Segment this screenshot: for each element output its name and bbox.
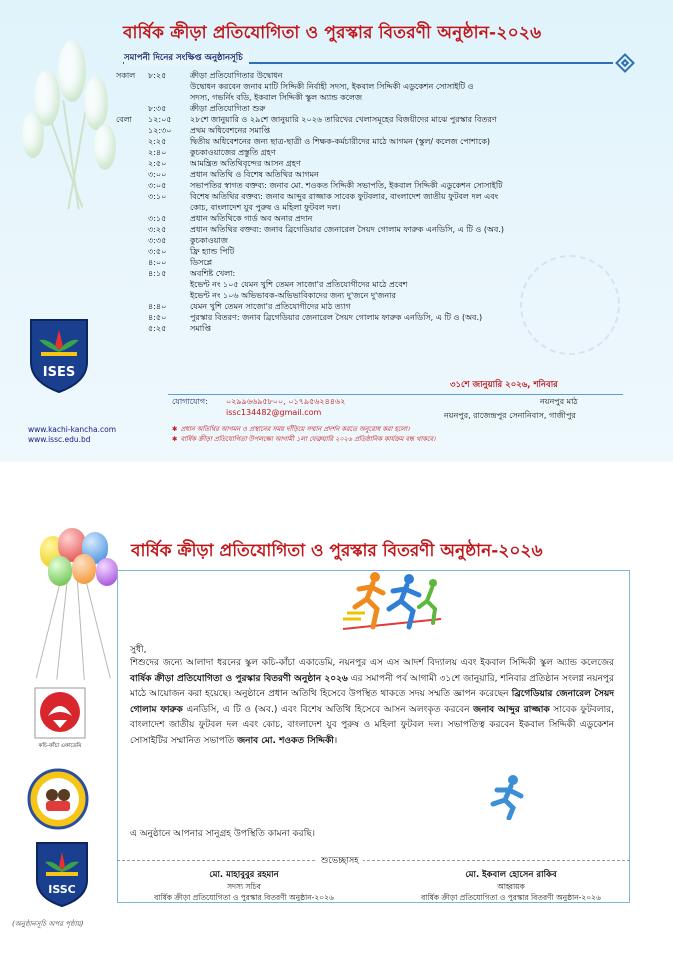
schedule-line: বিশেষ অতিথির বক্তব্য: জনাব আব্দুর রাজ্জাক সাবেক ফুটবলার, বাংলাদেশ জাতীয় ফুটবল দল এবং bbox=[190, 192, 499, 201]
event-date: ৩১শে জানুয়ারি ২০২৬, শনিবার bbox=[450, 380, 558, 390]
schedule-description bbox=[190, 257, 636, 268]
schedule-row bbox=[116, 191, 636, 213]
schedule-description bbox=[190, 103, 636, 114]
invitation-title: বার্ষিক ক্রীড়া প্রতিযোগিতা ও পুরস্কার বিতরণী অনুষ্ঠান-২০২৬ bbox=[131, 541, 543, 561]
schedule-line: সভাপতির স্বাগত বক্তব্য: জনাব মো. শওকত সিদ্দিকী সভাপতি, ইকবাল সিদ্দিকী এডুকেশন সোসাইটি bbox=[190, 181, 503, 190]
schedule-description bbox=[190, 169, 636, 180]
special-guest-name: জনাব আব্দুর রাজ্জাক bbox=[473, 704, 550, 715]
invitation-card bbox=[0, 492, 673, 974]
issc-logo-text: ISSC bbox=[48, 883, 76, 896]
venue-address: নয়নপুর, রাজেন্দ্রপুর সেনানিবাস, গাজীপুর bbox=[444, 411, 576, 420]
schedule-line: যেমন খুশি তেমন সাজো'র প্রতিযোগীদের মাঠ ত্যাগ bbox=[190, 302, 351, 311]
salutation: সুধী, bbox=[130, 645, 147, 655]
schedule-time: ৮:৩৫ bbox=[148, 104, 167, 113]
schedule-row bbox=[116, 235, 636, 246]
schedule-description bbox=[190, 323, 636, 334]
balloon-icon bbox=[48, 556, 72, 586]
schedule-time: ৩:২৫ bbox=[148, 225, 167, 234]
schedule-line: প্রধান অতিথিকে গার্ড অব অনার প্রদান bbox=[190, 214, 313, 223]
kachi-kancha-logo-icon bbox=[33, 686, 87, 750]
schedule-time: ১২:৩০ bbox=[148, 126, 172, 135]
schedule-line: ২৮শে জানুয়ারি ও ২৯শে জানুয়ারি ২০২৬ তারিখের খেলাসমূহের বিজয়ীদের মাঝে পুরস্কার বিতরণ bbox=[190, 115, 497, 124]
schedule-line: উদ্বোধন করবেন জনাব মাটি সিদ্দিকী নির্বাহী সদস্য, ইকবাল সিদ্দিকী এডুকেশন সোসাইটি ও bbox=[190, 82, 474, 91]
signature-left bbox=[134, 870, 354, 903]
schedule-row bbox=[116, 136, 636, 147]
leaf-balloons-decoration bbox=[18, 40, 128, 210]
president-name: জনাব মো. শওকত সিদ্দিকী bbox=[237, 735, 334, 746]
website-link-kachi-kancha[interactable]: www.kachi-kancha.com bbox=[28, 425, 117, 434]
chief-guest-name: ব্রিগেডিয়ার জেনারেল সৈয়দ গোলাম ফারুক bbox=[130, 689, 614, 715]
contact-email[interactable]: issc134482@gmail.com bbox=[226, 408, 322, 417]
schedule-period bbox=[116, 224, 148, 235]
schedule-row bbox=[116, 257, 636, 268]
schedule-description bbox=[190, 70, 636, 103]
contact-rule bbox=[168, 394, 623, 395]
notes bbox=[172, 424, 435, 444]
balloon-icon bbox=[72, 554, 96, 584]
schedule-period bbox=[116, 301, 148, 312]
schedule-row bbox=[116, 147, 636, 158]
schedule-time: ৮:২৫ bbox=[148, 71, 167, 80]
schedule-row bbox=[116, 158, 636, 169]
schedule-row bbox=[116, 180, 636, 191]
note-item: ✱ প্রধান অতিথির আগমন ও প্রস্থানের সময় দাঁড়িয়ে সম্মান প্রদর্শন করতে অনুরোধ করা হলো। bbox=[172, 425, 410, 433]
schedule-row bbox=[116, 70, 636, 103]
signature-right bbox=[398, 870, 624, 903]
schedule-line: দ্বিতীয় অধিবেশনের জন্য ছাত্র-ছাত্রী ও শিক্ষক-কর্মচারীদের মাঠে আগমন (স্কুল/ কলেজ পোশাকে) bbox=[190, 137, 491, 146]
contact-phone[interactable]: ০২৯৯৬৬৯৫৮০০, ০১৭৯৫৬২৪৪৬২ bbox=[226, 397, 346, 406]
schedule-row bbox=[116, 103, 636, 114]
runners-graphic-icon bbox=[337, 569, 447, 633]
schedule-description bbox=[190, 213, 636, 224]
schedule-time: ৩:৫০ bbox=[148, 247, 167, 256]
schedule-line: সদস্য, গভর্নিং বডি, ইকবাল সিদ্দিকী স্কুল অ্যান্ড কলেজ bbox=[190, 93, 363, 102]
schedule-period bbox=[116, 246, 148, 257]
schedule-row bbox=[116, 169, 636, 180]
schedule-period bbox=[116, 169, 148, 180]
signatory-event: বার্ষিক ক্রীড়া প্রতিযোগিতা ও পুরস্কার বিতরণী অনুষ্ঠান-২০২৬ bbox=[421, 893, 601, 902]
schedule-description bbox=[190, 147, 636, 158]
schedule-description bbox=[190, 268, 636, 301]
contact-label: যোগাযোগ: bbox=[172, 397, 208, 406]
schedule-time: ৩:০৫ bbox=[148, 181, 167, 190]
schedule-line: কোচ, বাংলাদেশ যুব পুরুষ ও মহিলা ফুটবল দল। bbox=[190, 203, 341, 212]
closing-line: এ অনুষ্ঠানে আপনার সানুগ্রহ উপস্থিতি কামনা করছি। bbox=[130, 829, 315, 839]
schedule-description bbox=[190, 114, 636, 125]
schedule-period bbox=[116, 312, 148, 323]
schedule-description bbox=[190, 235, 636, 246]
star-bullet-icon: ✱ bbox=[172, 425, 178, 433]
schedule-title: বার্ষিক ক্রীড়া প্রতিযোগিতা ও পুরস্কার বিতরণী অনুষ্ঠান-২০২৬ bbox=[123, 23, 542, 43]
schedule-time: ৩:১০ bbox=[148, 192, 167, 201]
signature-rule bbox=[117, 860, 630, 861]
schedule-period bbox=[116, 180, 148, 191]
schedule-time: ৫:২৫ bbox=[148, 324, 167, 333]
schedule-line: আমন্ত্রিত অতিথিবৃন্দের আসন গ্রহণ bbox=[190, 159, 301, 168]
schedule-row bbox=[116, 312, 636, 323]
schedule-period bbox=[116, 103, 148, 114]
schedule-line: প্রথম অধিবেশনের সমাপ্তি bbox=[190, 126, 271, 135]
schedule-row bbox=[116, 323, 636, 334]
schedule-time: ৪:১৫ bbox=[148, 269, 167, 278]
schedule-time: ২:৪০ bbox=[148, 148, 167, 157]
schedule-time: ২:২৫ bbox=[148, 137, 167, 146]
schedule-description bbox=[190, 224, 636, 235]
schedule-description bbox=[190, 158, 636, 169]
schedule-period bbox=[116, 268, 148, 301]
runner-silhouette-icon bbox=[487, 774, 529, 820]
schedule-list bbox=[116, 70, 636, 334]
schedule-time: ৪:৪০ bbox=[148, 302, 167, 311]
schedule-time: ৩:০০ bbox=[148, 170, 167, 179]
schedule-row bbox=[116, 246, 636, 257]
footnote: (অনুষ্ঠানসূচি অপর পৃষ্ঠায়) bbox=[12, 920, 84, 928]
note-item: ✱ বার্ষিক ক্রীড়া প্রতিযোগিতা উপলক্ষ্যে আগামী ১লা ফেব্রুয়ারি ২০২৬ প্রতিষ্ঠানিক কার্যক্রম বন্ধ থাকবে। bbox=[172, 435, 436, 443]
schedule-row bbox=[116, 268, 636, 301]
schedule-line: পুরস্কার বিতরণ: জনাব ব্রিগেডিয়ার জেনারেল সৈয়দ গোলাম ফারুক এনডিসি, এ টি ও (অব.) bbox=[190, 313, 483, 322]
greeting: শুভেচ্ছাসহ bbox=[317, 854, 363, 868]
schedule-time: ২:৫০ bbox=[148, 159, 167, 168]
schedule-period bbox=[116, 213, 148, 224]
venue-name: নয়নপুর মাঠ bbox=[540, 397, 578, 406]
signatory-role: আহ্বায়ক bbox=[497, 882, 525, 891]
kachi-kancha-logo-text: কচি-কাঁচা একাডেমি bbox=[38, 743, 82, 749]
schedule-subtitle: সমাপনী দিনের সংক্ষিপ্ত অনুষ্ঠানসূচি bbox=[124, 51, 249, 65]
schedule-description bbox=[190, 246, 636, 257]
schedule-period bbox=[116, 323, 148, 334]
schedule-period bbox=[116, 147, 148, 158]
schedule-period bbox=[116, 158, 148, 169]
schedule-description bbox=[190, 125, 636, 136]
schedule-description bbox=[190, 312, 636, 323]
schedule-period bbox=[116, 257, 148, 268]
schedule-period bbox=[116, 125, 148, 136]
schedule-period bbox=[116, 136, 148, 147]
schedule-time: ৩:৩৫ bbox=[148, 236, 167, 245]
schedule-line: ইভেন্ট নং ১০৫ যেমন খুশি তেমন সাজো'র প্রতিযোগীদের মাঠে প্রবেশ bbox=[190, 280, 408, 289]
schedule-description bbox=[190, 301, 636, 312]
schedule-description bbox=[190, 191, 636, 213]
signatory-name: মো. মাহাবুবুর রহমান bbox=[209, 870, 279, 880]
schedule-line: প্রধান অতিথির বক্তব্য: জনাব ব্রিগেডিয়ার জেনারেল সৈয়দ গোলাম ফারুক এনডিসি, এ টি ও (অব.) bbox=[190, 225, 505, 234]
balloon-icon bbox=[96, 558, 118, 586]
website-link-issc[interactable]: www.issc.edu.bd bbox=[28, 435, 91, 444]
schedule-line: ডিসপ্লে bbox=[190, 258, 213, 267]
schedule-period bbox=[116, 235, 148, 246]
schedule-line: অবশিষ্ট খেলা: bbox=[190, 269, 236, 278]
schedule-time: ৩:১৫ bbox=[148, 214, 167, 223]
schedule-time: ৪:৫০ bbox=[148, 313, 167, 322]
schedule-line: কুচকাওয়াজ bbox=[190, 236, 228, 245]
schedule-line: কুচকাওয়াজের প্রস্তুতি গ্রহণ bbox=[190, 148, 276, 157]
signatory-name: মো. ইকবাল হোসেন রাকিব bbox=[465, 870, 557, 880]
issc-logo-icon bbox=[34, 840, 90, 908]
ises-logo-text: ISES bbox=[42, 365, 76, 380]
schedule-card bbox=[0, 0, 673, 462]
schedule-description bbox=[190, 180, 636, 191]
signatory-role: সদস্য সচিব bbox=[227, 882, 261, 891]
event-name-bold: বার্ষিক ক্রীড়া প্রতিযোগিতা ও পুরস্কার বিতরণী অনুষ্ঠান ২০২৬ bbox=[130, 673, 348, 684]
schedule-row bbox=[116, 224, 636, 235]
web-links bbox=[28, 425, 116, 445]
ises-logo-icon bbox=[27, 316, 91, 394]
star-bullet-icon: ✱ bbox=[172, 435, 178, 443]
schedule-period bbox=[116, 191, 148, 213]
schedule-time: ১২:০৫ bbox=[148, 115, 172, 124]
schedule-line: সমাপ্তি bbox=[190, 324, 211, 333]
schedule-row bbox=[116, 125, 636, 136]
schedule-period: সকাল bbox=[116, 71, 136, 80]
schedule-line: ফ্রি হ্যান্ড পিটি bbox=[190, 247, 235, 256]
schedule-line: ক্রীড়া প্রতিযোগিতার উদ্বোধন bbox=[190, 71, 283, 80]
schedule-row bbox=[116, 213, 636, 224]
schedule-row bbox=[116, 301, 636, 312]
schedule-row bbox=[116, 114, 636, 125]
schedule-line: প্রধান অতিথি ও বিশেষ অতিথির আগমন bbox=[190, 170, 319, 179]
schedule-period: বেলা bbox=[116, 115, 132, 124]
invitation-body: শিশুদের জন্যে আলাদা ধরনের স্কুল কচি-কাঁচা একাডেমি, নয়নপুর এস এস আদর্শ বিদ্যালয় এবং ইকবাল সিদ্দিকী স্কুল অ্যান্ড কলেজের বার্ষিক ক্রীড়া প্রতিযোগিতা ও পুরস্কার বিতরণী অনুষ্ঠান ২০২৬ এর সমাপনী পর্ব আগামী ৩১শে জানুয়ারি, শনিবার প্রতিষ্ঠান সংলগ্ন নয়নপুর মাঠে আয়োজন করা হয়েছে। অনুষ্ঠানে প্রধান অতিথি হিসেবে উপস্থিত থাকতে সদয় সম্মতি জ্ঞাপন করেছেন ব্রিগেডিয়ার জেনারেল সৈয়দ গোলাম ফারুক এনডিসি, এ টি ও (অব.) এবং বিশেষ অতিথি হিসেবে আসন অলংকৃত করবেন জনাব আব্দুর রাজ্জাক সাবেক ফুটবলার, বাংলাদেশ জাতীয় ফুটবল দল এবং কোচ, বাংলাদেশ যুব পুরুষ ও মহিলা ফুটবল দল। সভাপতিত্ব করবেন ইকবাল সিদ্দিকী এডুকেশন সোসাইটির সম্মানিত সভাপতি জনাব মো. শওকত সিদ্দিকী। bbox=[130, 658, 614, 746]
schedule-description bbox=[190, 136, 636, 147]
schedule-line: ক্রীড়া প্রতিযোগিতা শুরু bbox=[190, 104, 266, 113]
signatory-event: বার্ষিক ক্রীড়া প্রতিযোগিতা ও পুরস্কার বিতরণী অনুষ্ঠান-২০২৬ bbox=[154, 893, 334, 902]
schedule-line: ইভেন্ট নং ১০৬ অভিভাবক-অভিভাবিকাদের জন্য দু'জনে দু'জনার bbox=[190, 291, 396, 300]
schedule-time: ৪:০০ bbox=[148, 258, 167, 267]
school-kids-logo-icon bbox=[27, 768, 89, 830]
